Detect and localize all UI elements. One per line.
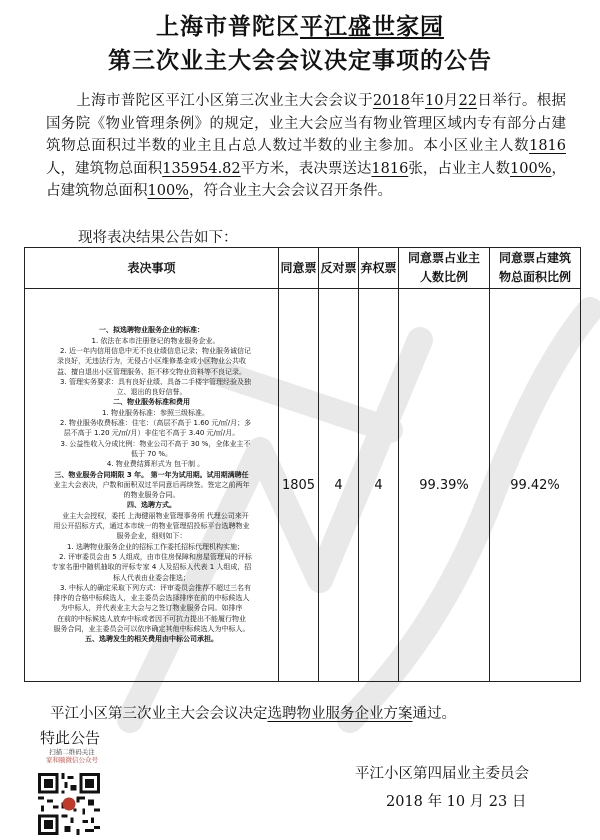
- header-owner-ratio: 同意票占业主 人数比例: [399, 248, 490, 289]
- against-count: 4: [319, 289, 359, 682]
- matter-line: 业主大会表决，户数和面积双过半同意后再续签。签定之前两年: [53, 480, 250, 489]
- matter-line: 一、拟选聘物业服务企业的标准：: [99, 326, 204, 335]
- matter-line: 3. 管理实务要求：具有良好业绩、具备二手楼宇管理经验及独: [60, 377, 251, 386]
- matter-line: 业主大会授权，委托 上海健丽物业管理事务所 代理公司来开: [62, 511, 249, 520]
- header-abstain: 弃权票: [359, 248, 399, 289]
- matter-line: 2. 评审委员会由 5 人组成，由市住房保障和房屋管理局的评标: [59, 552, 252, 561]
- intro-paragraph: 上海市普陀区平江小区第三次业主大会会议于2018年10月22日举行。根据国务院《物业管理条例》的规定，业主大会应当有物业管理区域内专有部分占建筑物总面积过半数的业主且占总人数过半数的业主参加。本小区业主人数1816人，建筑物总面积135954.82平方米，表决票送达1816张，占业主人数100%，占建筑物总面积100%，符合业主大会会议召开条件。: [46, 93, 567, 199]
- matter-line: 2. 近一年内信用信息中无不良业绩信息记录；物业服务诚信记: [60, 346, 251, 355]
- matter-line: 低于 70 %。: [130, 449, 172, 458]
- qr-code-icon: [38, 773, 100, 835]
- matter-line: 为中标人，并代表业主大会与之签订物业服务合同。如排序: [60, 604, 243, 613]
- matter-line: 层不高于 1.20 元/㎡/月）非住宅不高于 3.40 元/㎡/月。: [63, 429, 240, 438]
- abstain-count: 4: [359, 289, 399, 682]
- notice-text: 特此公告: [40, 729, 101, 747]
- matter-line: 的物业服务合同。: [123, 491, 180, 500]
- matter-line: 1. 选聘物业服务企业的招标工作委托招标代理机构实施；: [67, 542, 244, 551]
- results-table: [24, 247, 581, 682]
- matter-line: 用公开招标方式，通过本市统一的物业管理招投标平台选聘物业: [53, 522, 250, 531]
- signature-date: 2018 年 10 月 23 日: [386, 794, 527, 810]
- matter-line: 1. 物业服务标准：参照三级标准。: [102, 408, 209, 417]
- matter-line: 3. 中标人的确定采取下列方式：评审委员会推荐不超过三名有: [60, 583, 251, 592]
- matter-line: 专家名册中随机抽取的评标专家 4 人及招标人代表 1 人组成，招: [51, 563, 252, 572]
- matter-line: 服务合同，业主委员会可以依序确定其他中标候选人为中标人。: [53, 625, 250, 633]
- matter-line: 五、选聘发生的相关费用由中标公司承担。: [85, 635, 218, 644]
- matter-line: 2. 物业服务收费标准：住宅：（高层不高于 1.60 元/㎡/月；多: [59, 419, 252, 428]
- matter-line: 二、物业服务标准和费用: [113, 398, 190, 407]
- matter-line: 1. 依法在本市注册登记的物业服务企业。: [91, 336, 220, 345]
- matter-line: 4. 物业费结算形式为 包干制 。: [106, 460, 205, 469]
- decision-statement: 平江小区第三次业主大会会议决定选聘物业服务企业方案通过。: [50, 706, 456, 722]
- header-area-ratio: 同意票占建筑 物总面积比例: [490, 248, 581, 289]
- matter-line: 服务企业，细则如下：: [116, 532, 187, 541]
- matter-line: 在前的中标候选人放弃中标或者因不可抗力提出不能履行物业: [57, 614, 246, 623]
- area-ratio: 99.42%: [490, 289, 581, 682]
- matter-line: 益、擅自退出小区管理服务、拒不移交物业资料等不良记录。: [57, 367, 246, 376]
- results-lead: 现将表决结果公告如下：: [78, 230, 238, 246]
- header-against: 反对票: [319, 248, 359, 289]
- matter-line: 立、退出的良好信誉。: [116, 388, 187, 397]
- matter-line: 四、选聘方式。: [127, 501, 176, 510]
- matter-line: 排序的合格中标候选人，业主委员会选择排序在前的中标候选人: [53, 594, 250, 603]
- matter-line: 标人代表由业委会推选；: [113, 573, 190, 582]
- table-header-row: [25, 248, 581, 289]
- title-line-1: 上海市普陀区平江盛世家园: [156, 14, 444, 40]
- matter-line: 录良好，无违法行为，无侵占小区维修基金或小区物业公共收: [57, 357, 246, 366]
- qr-caption: 扫描二维码关注 家和颐微信公众号: [46, 748, 98, 764]
- owner-ratio: 99.39%: [399, 289, 490, 682]
- header-matter: 表决事项: [25, 248, 279, 289]
- title-line-2: 第三次业主大会会议决定事项的公告: [108, 48, 492, 74]
- signature-org: 平江小区第四届业主委员会: [355, 766, 529, 782]
- table-row: [25, 289, 581, 682]
- matter-line: 三、物业服务合同期限 3 年。 第一年为试用期。试用期满聘任: [54, 470, 249, 479]
- matter-cell: [25, 289, 279, 682]
- matter-line: 3. 公益性收入分成比例：物业公司不高于 30 %，全体业主不: [60, 439, 251, 448]
- agree-count: 1805: [279, 289, 319, 682]
- header-agree: 同意票: [279, 248, 319, 289]
